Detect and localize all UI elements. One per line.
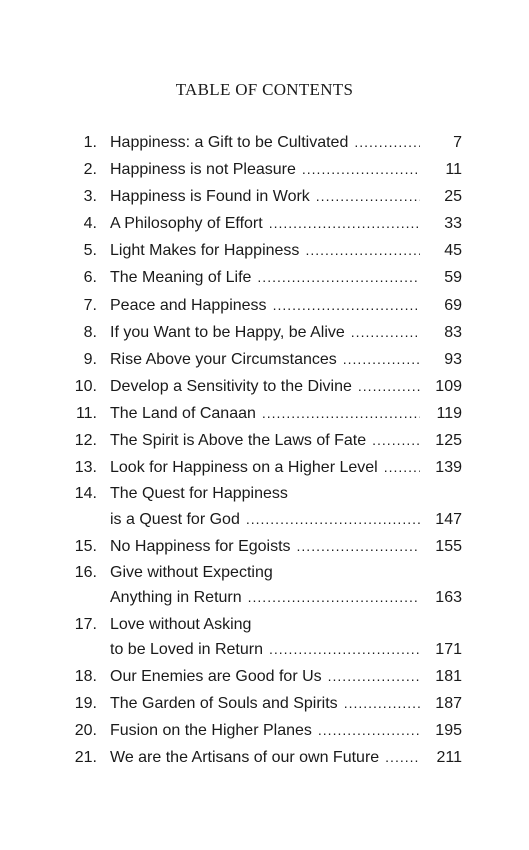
chapter-title: Happiness is Found in Work [110, 188, 310, 206]
toc-entry [0, 265, 529, 290]
dot-leader [385, 745, 420, 770]
dot-leader [305, 238, 420, 263]
chapter-number: 17. [74, 615, 97, 633]
chapter-number: 18. [74, 668, 97, 686]
chapter-title: Love without Asking [110, 615, 252, 633]
chapter-number: 14. [74, 485, 97, 503]
chapter-number: 4. [83, 215, 97, 233]
toc-entry [0, 534, 529, 559]
toc-entry-line [0, 184, 529, 209]
dot-leader [354, 130, 420, 155]
dot-leader [273, 293, 420, 318]
toc-entry-line [0, 718, 529, 743]
page-number: 7 [453, 134, 462, 151]
toc-entry [0, 745, 529, 770]
page-number: 139 [435, 459, 462, 477]
dot-leader [384, 455, 420, 480]
toc-entry-line [0, 428, 529, 453]
toc-entry [0, 347, 529, 372]
toc-entry-line [0, 561, 529, 586]
chapter-title: We are the Artisans of our own Future [110, 749, 380, 767]
chapter-title: The Quest for Happiness [110, 485, 288, 503]
page-number: 125 [435, 432, 462, 450]
chapter-number: 10. [74, 377, 97, 395]
toc-entry-line [0, 613, 529, 638]
toc-entry [0, 718, 529, 743]
toc-entry [0, 320, 529, 345]
page-number: 69 [444, 296, 462, 314]
toc-entry [0, 238, 529, 263]
toc-entry-line [0, 347, 529, 372]
page-number: 163 [435, 589, 462, 607]
chapter-title: A Philosophy of Effort [110, 215, 263, 233]
page-number: 147 [435, 510, 462, 528]
toc-entry [0, 184, 529, 209]
chapter-number: 20. [74, 722, 97, 740]
dot-leader [316, 184, 420, 209]
chapter-title: Rise Above your Circumstances [110, 350, 337, 368]
chapter-title: The Garden of Souls and Spirits [110, 695, 338, 713]
toc-entry-line [0, 585, 529, 610]
page-number: 195 [435, 722, 462, 740]
toc-entry [0, 428, 529, 453]
page-number: 187 [435, 695, 462, 713]
dot-leader [257, 265, 420, 290]
dot-leader [372, 428, 420, 453]
dot-leader [297, 534, 420, 559]
chapter-title: Fusion on the Higher Planes [110, 722, 312, 740]
chapter-title: Happiness: a Gift to be Cultivated [110, 134, 349, 151]
chapter-number: 9. [83, 350, 97, 368]
toc-entry-line [0, 664, 529, 689]
toc-entry [0, 613, 529, 662]
dot-leader [358, 374, 420, 399]
page-number: 109 [435, 377, 462, 395]
chapter-number: 2. [83, 161, 97, 179]
toc-entry [0, 130, 529, 155]
dot-leader [318, 718, 420, 743]
page-number: 83 [444, 323, 462, 341]
chapter-number: 3. [83, 188, 97, 206]
toc-entry [0, 293, 529, 318]
toc-entry-line [0, 130, 529, 155]
chapter-title: Our Enemies are Good for Us [110, 668, 322, 686]
toc-entry-line [0, 637, 529, 662]
toc-entry [0, 664, 529, 689]
chapter-title: Light Makes for Happiness [110, 242, 300, 260]
chapter-title: Look for Happiness on a Higher Level [110, 459, 378, 477]
chapter-title: to be Loved in Return [110, 641, 263, 658]
dot-leader [262, 401, 420, 426]
toc-entry-line [0, 482, 529, 507]
page-number: 181 [435, 668, 462, 686]
chapter-number: 11. [75, 404, 97, 422]
page-number: 45 [444, 242, 462, 260]
chapter-title: The Meaning of Life [110, 269, 252, 287]
toc-entry-line [0, 157, 529, 182]
page-number: 59 [444, 269, 462, 287]
chapter-number: 12. [74, 432, 97, 450]
chapter-number: 13. [74, 459, 97, 477]
page-title: TABLE OF CONTENTS [175, 80, 354, 99]
dot-leader [269, 637, 420, 662]
chapter-title: If you Want to be Happy, be Alive [110, 323, 345, 341]
chapter-number: 19. [74, 695, 97, 713]
toc-entry-line [0, 211, 529, 236]
toc-entry-line [0, 265, 529, 290]
chapter-title: No Happiness for Egoists [110, 537, 291, 555]
toc-entry-line [0, 745, 529, 770]
dot-leader [328, 664, 420, 689]
page-number: 211 [436, 749, 462, 767]
page-number: 93 [444, 350, 462, 368]
toc-entry [0, 691, 529, 716]
chapter-title: Anything in Return [110, 589, 242, 607]
page-number: 11 [445, 161, 462, 179]
dot-leader [351, 320, 420, 345]
toc-entry-line [0, 534, 529, 559]
chapter-number: 16. [74, 563, 97, 581]
chapter-number: 21. [74, 749, 97, 767]
table-of-contents [0, 130, 529, 772]
chapter-title: Develop a Sensitivity to the Divine [110, 377, 352, 395]
toc-entry [0, 211, 529, 236]
toc-entry-line [0, 507, 529, 532]
chapter-title: is a Quest for God [110, 510, 240, 528]
dot-leader [344, 691, 420, 716]
toc-entry [0, 455, 529, 480]
dot-leader [269, 211, 420, 236]
dot-leader [302, 157, 420, 182]
toc-entry [0, 401, 529, 426]
chapter-title: The Land of Canaan [110, 404, 256, 422]
chapter-title: Give without Expecting [110, 563, 273, 581]
toc-entry-line [0, 238, 529, 263]
dot-leader [343, 347, 420, 372]
toc-entry-line [0, 320, 529, 345]
chapter-number: 15. [74, 537, 97, 555]
chapter-number: 7. [83, 296, 97, 314]
toc-entry-line [0, 691, 529, 716]
toc-entry-line [0, 455, 529, 480]
toc-entry [0, 374, 529, 399]
dot-leader [246, 507, 420, 532]
chapter-title: Happiness is not Pleasure [110, 161, 296, 179]
chapter-number: 6. [83, 269, 97, 287]
page-number: 25 [444, 188, 462, 206]
toc-entry-line [0, 401, 529, 426]
chapter-number: 1. [83, 134, 97, 151]
toc-entry [0, 157, 529, 182]
page-number: 33 [444, 215, 462, 233]
page-number: 155 [435, 537, 462, 555]
chapter-number: 5. [83, 242, 97, 260]
chapter-title: The Spirit is Above the Laws of Fate [110, 432, 367, 450]
chapter-title: Peace and Happiness [110, 296, 267, 314]
page-number: 171 [435, 641, 462, 658]
dot-leader [248, 585, 420, 610]
toc-entry [0, 561, 529, 610]
chapter-number: 8. [83, 323, 97, 341]
toc-entry-line [0, 293, 529, 318]
toc-entry [0, 482, 529, 531]
page-number: 119 [436, 404, 462, 422]
toc-entry-line [0, 374, 529, 399]
